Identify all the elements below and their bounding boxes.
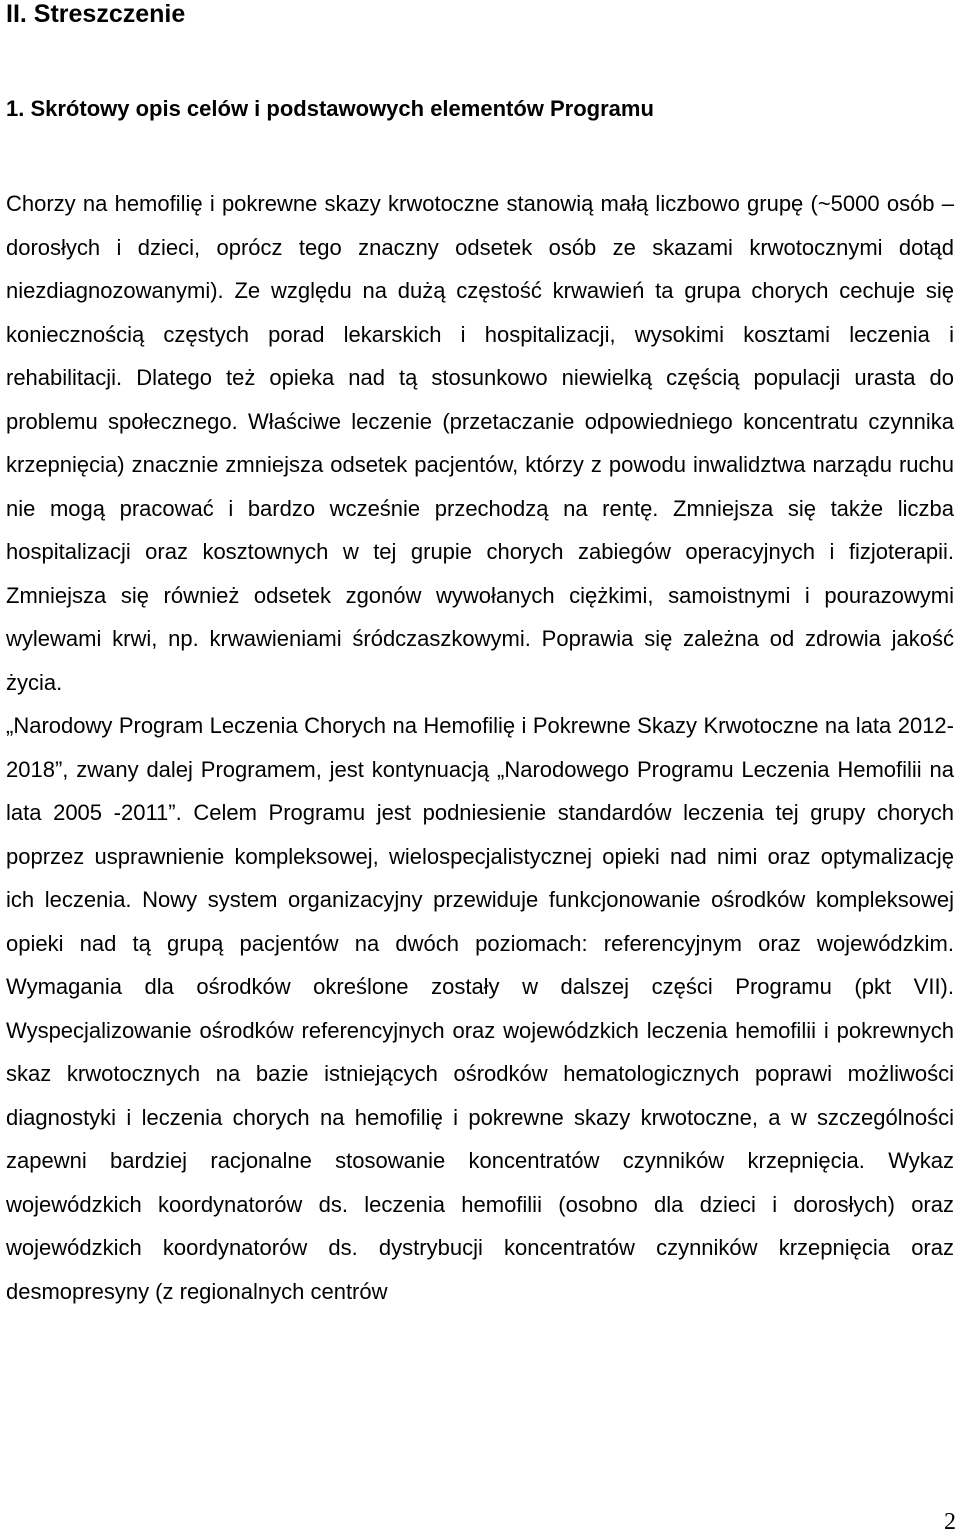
paragraph-summary-intro: Chorzy na hemofilię i pokrewne skazy krwotoczne stanowią małą liczbowo grupę (~5000 osób – dorosłych i dzieci, oprócz tego znaczny odsetek osób ze skazami krwotocznymi dotąd niezdiagnozowanymi). Ze względu na dużą częstość krwawień ta grupa chorych cechuje się koniecznością częstych porad lekarskich i hospitalizacji, wysokimi kosztami leczenia i rehabilitacji. Dlatego też opieka nad tą stosunkowo niewielką częścią populacji urasta do problemu społecznego. Właściwe leczenie (przetaczanie odpowiedniego koncentratu czynnika krzepnięcia) znacznie zmniejsza odsetek pacjentów, którzy z powodu inwalidztwa narządu ruchu nie mogą pracować i bardzo wcześnie przechodzą na rentę. Zmniejsza się także liczba hospitalizacji oraz kosztownych w tej grupie chorych zabiegów operacyjnych i fizjoterapii. Zmniejsza się również odsetek zgonów wywołanych ciężkimi, samoistnymi i pourazowymi wylewami krwi, np. krwawieniami śródczaszkowymi. Poprawia się zależna od zdrowia jakość życia. (6, 191, 954, 695)
subsection-title: 1. Skrótowy opis celów i podstawowych elementów Programu (6, 96, 654, 121)
page-number: 2 (944, 1509, 956, 1535)
document-page (6, 0, 954, 1313)
section-title: II. Streszczenie (6, 0, 186, 28)
paragraph-program-description: „Narodowy Program Leczenia Chorych na Hemofilię i Pokrewne Skazy Krwotoczne na lata 2012-2018”, zwany dalej Programem, jest kontynuacją „Narodowego Programu Leczenia Hemofilii na lata 2005 -2011”. Celem Programu jest podniesienie standardów leczenia tej grupy chorych poprzez usprawnienie kompleksowej, wielospecjalistycznej opieki nad nimi oraz optymalizację ich leczenia. Nowy system organizacyjny przewiduje funkcjonowanie ośrodków kompleksowej opieki nad tą grupą pacjentów na dwóch poziomach: referencyjnym oraz wojewódzkim. Wymagania dla ośrodków określone zostały w dalszej części Programu (pkt VII). Wyspecjalizowanie ośrodków referencyjnych oraz wojewódzkich leczenia hemofilii i pokrewnych skaz krwotocznych na bazie istniejących ośrodków hematologicznych poprawi możliwości diagnostyki i leczenia chorych na hemofilię i pokrewne skazy krwotoczne, a w szczególności zapewni bardziej racjonalne stosowanie koncentratów czynników krzepnięcia. Wykaz wojewódzkich koordynatorów ds. leczenia hemofilii (osobno dla dzieci i dorosłych) oraz wojewódzkich koordynatorów ds. dystrybucji koncentratów czynników krzepnięcia oraz desmopresyny (z regionalnych centrów (6, 713, 954, 1304)
